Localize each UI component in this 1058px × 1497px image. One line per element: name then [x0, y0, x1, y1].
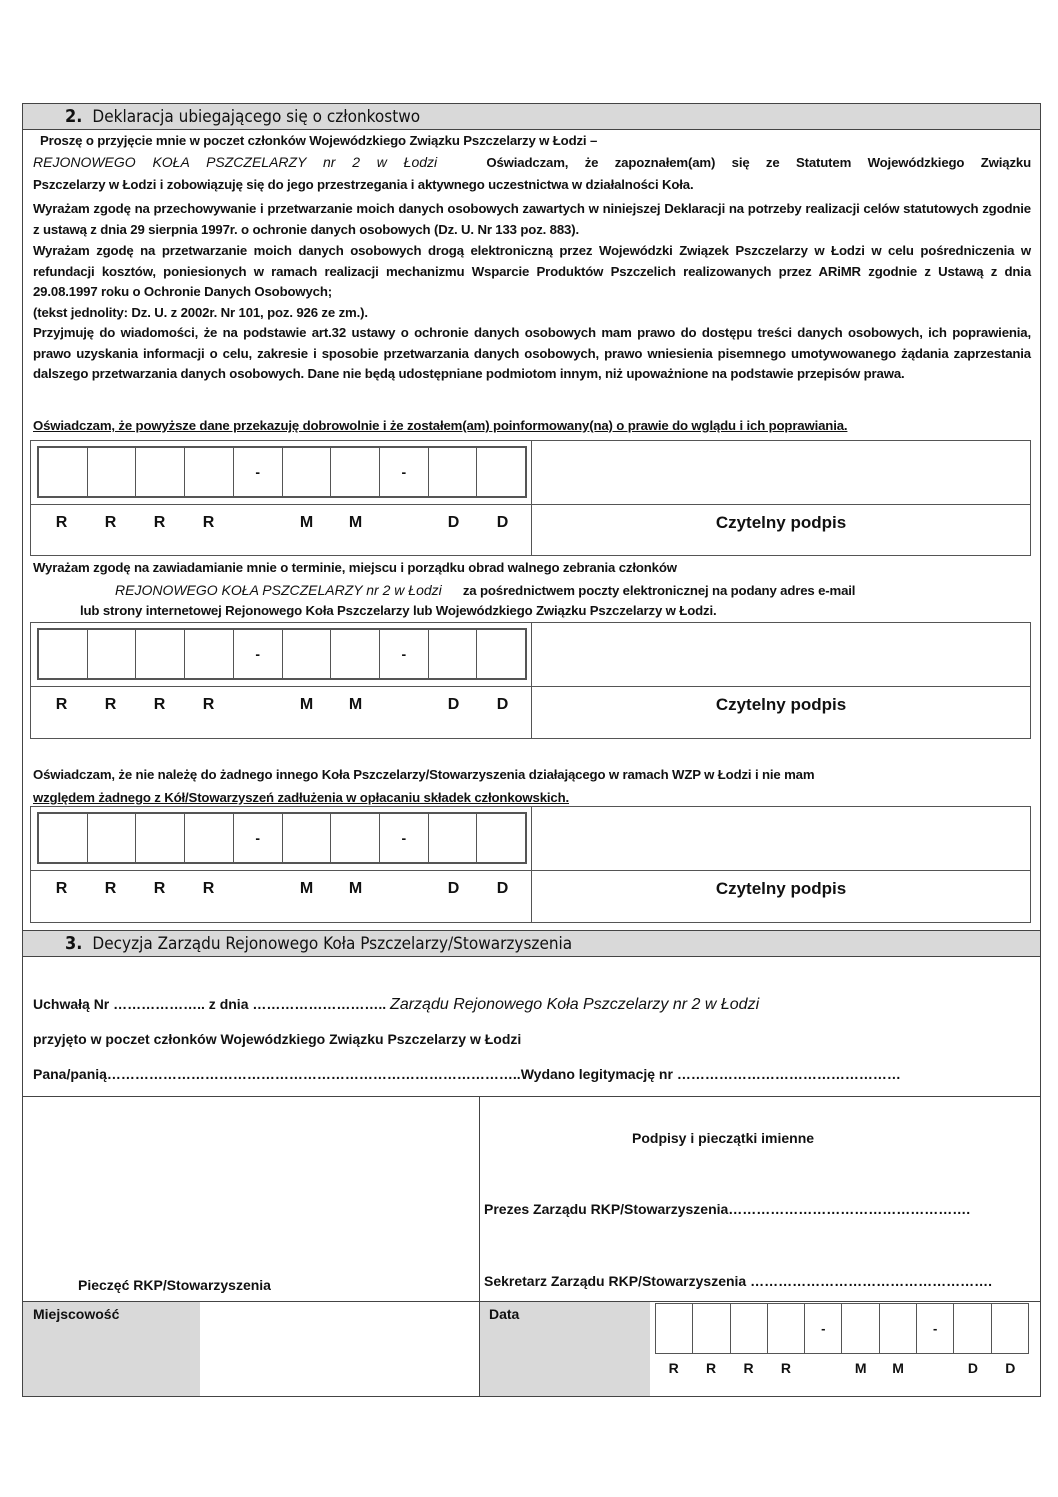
date-letter: R [202, 880, 215, 897]
date-separator: - [917, 1304, 954, 1353]
date-cell[interactable] [185, 448, 234, 496]
date-cell[interactable] [88, 448, 137, 496]
date-letter: D [1005, 1360, 1016, 1376]
intro-text-3: Pszczelarzy w Łodzi i zobowiązuję się do jego przestrzegania i aktywnego uczestnictwa w działalności Koła. [33, 177, 694, 192]
secretary-signature-line[interactable]: Sekretarz Zarządu RKP/Stowarzyszenia ……………………………………………. [484, 1273, 992, 1289]
date-cell[interactable] [693, 1304, 730, 1353]
date-cell[interactable] [283, 814, 332, 862]
intro-line-3 [33, 175, 1031, 196]
signature-block-3 [30, 806, 1031, 923]
voluntary-statement [33, 416, 1031, 437]
date-separator: - [234, 630, 283, 678]
signature-label-2: Czytelny podpis [715, 695, 847, 714]
notify-line-1: Wyrażam zgodę na zawiadamianie mnie o terminie, miejscu i porządku obrad walnego zebrania członków [33, 560, 677, 575]
date-cell[interactable] [880, 1304, 917, 1353]
accepted-line: przyjęto w poczet członków Wojewódzkiego Związku Pszczelarzy w Łodzi [33, 1031, 522, 1047]
date-format-letters-3 [37, 880, 527, 898]
date-letter: M [348, 880, 363, 897]
date-cell[interactable] [136, 630, 185, 678]
date-cell[interactable] [185, 814, 234, 862]
date-letter: D [447, 514, 460, 531]
date-letter [233, 880, 282, 898]
notify-text-2: za pośrednictwem poczty elektronicznej na podany adres e-mail [462, 583, 856, 598]
signature-field-3[interactable] [532, 807, 1030, 870]
date-letter: D [447, 880, 460, 897]
date-letter: R [153, 514, 166, 531]
signature-label-3: Czytelny podpis [715, 879, 847, 898]
notify-line-2 [115, 580, 1015, 602]
date-cell[interactable] [331, 814, 380, 862]
president-signature-line[interactable]: Prezes Zarządu RKP/Stowarzyszenia……………………………………………. [484, 1201, 971, 1217]
date-cell[interactable] [768, 1304, 805, 1353]
date-cell[interactable] [185, 630, 234, 678]
consent-storage: Wyrażam zgodę na przechowywanie i przetwarzanie moich danych osobowych zawartych w niniejszej Deklaracji na potrzeby realizacji celów statutowych zgodnie z ustawą z dnia 29 sierpnia 1997r. o ochronie danych osobowych (Dz. U. Nr 133 poz. 883). [33, 201, 1031, 237]
place-label: Miejscowość [33, 1306, 120, 1322]
date-letter: R [104, 880, 117, 897]
date-cell[interactable] [429, 448, 478, 496]
date-letter: R [104, 514, 117, 531]
date-letter: R [55, 880, 68, 897]
intro-text-2: Oświadczam, że zapoznałem(am) się ze Statutem Wojewódzkiego Związku [486, 155, 1031, 170]
date-separator: - [380, 814, 429, 862]
consent-electronic: Wyrażam zgodę na przetwarzanie moich danych osobowych drogą elektroniczną przez Wojewódzki Związek Pszczelarzy w Łodzi w celu pośredniczenia w refundacji kosztów, poniesionych w ramach realizacji mechanizmu Wsparcie Produktów Pszczelich realizowanych przez ARiMR zgodnie z Ustawą z dnia 29.08.1997 roku o Ochronie Danych Osobowych; [33, 243, 1031, 299]
section-3-title: Decyzja Zarządu Rejonowego Koła Pszczelarzy/Stowarzyszenia [92, 934, 573, 954]
intro-justify-line [33, 152, 1031, 174]
membership-statement-1: Oświadczam, że nie należę do żadnego innego Koła Pszczelarzy/Stowarzyszenia działającego w ramach WZP w Łodzi i nie mam [33, 767, 815, 782]
date-input-1[interactable] [37, 446, 527, 498]
date-letter [233, 514, 282, 532]
date-letter: R [153, 696, 166, 713]
signature-block-2 [30, 622, 1031, 739]
date-letter: M [892, 1360, 904, 1376]
resolution-line [33, 996, 759, 1014]
date-letter: R [706, 1360, 717, 1376]
date-cell[interactable] [656, 1304, 693, 1353]
date-letter [380, 514, 429, 532]
date-cell[interactable] [39, 630, 88, 678]
date-letter: M [299, 514, 314, 531]
date-format-letters-2 [37, 696, 527, 714]
date-letter [380, 880, 429, 898]
date-cell[interactable] [992, 1304, 1028, 1353]
section-2-header [22, 103, 1041, 130]
place-input[interactable] [200, 1302, 479, 1396]
acknowledgement: Przyjmuję do wiadomości, że na podstawie art.32 ustawy o ochronie danych osobowych mam prawo do dostępu treści danych osobowych, ich poprawienia, prawo uzyskania informacji o celu, zakresie i sposobie przetwarzania danych osobowych, prawo wniesienia pisemnego umotywowanego żądania zaprzestania dalszego przetwarzania danych osobowych. Dane nie będą udostępniane podmiotom innym, niż upoważnione na podstawie przepisów prawa. [33, 325, 1031, 381]
date-letter: M [299, 696, 314, 713]
section-2-title: Deklaracja ubiegającego się o członkostwo [92, 107, 421, 127]
date-letter: D [496, 696, 509, 713]
section-3-number: 3. [65, 933, 83, 954]
date-cell[interactable] [39, 448, 88, 496]
date-cell[interactable] [477, 814, 525, 862]
date-letter: R [104, 696, 117, 713]
intro-text-1: Proszę o przyjęcie mnie w poczet członków Wojewódzkiego Związku Pszczelarzy w Łodzi – [40, 133, 598, 148]
date-letter: R [202, 514, 215, 531]
date-cell[interactable] [477, 448, 525, 496]
date-cell[interactable] [429, 630, 478, 678]
date-letter: R [153, 880, 166, 897]
date-label: Data [489, 1306, 520, 1322]
date-input-3[interactable] [37, 812, 527, 864]
stamp-label: Pieczęć RKP/Stowarzyszenia [78, 1277, 271, 1293]
date-input-2[interactable] [37, 628, 527, 680]
membership-statement-2-text: względem żadnego z Kół/Stowarzyszeń zadłużenia w opłacaniu składek członkowskich. [33, 790, 570, 805]
section-3-header [22, 930, 1041, 957]
decision-date-input[interactable] [655, 1303, 1029, 1354]
date-cell[interactable] [88, 630, 137, 678]
date-cell[interactable] [331, 630, 380, 678]
stamp-area[interactable] [23, 1097, 479, 1301]
date-letter: M [348, 514, 363, 531]
date-cell[interactable] [429, 814, 478, 862]
date-cell[interactable] [136, 448, 185, 496]
date-separator: - [234, 448, 283, 496]
date-cell[interactable] [283, 448, 332, 496]
date-letter [805, 1360, 842, 1376]
voluntary-statement-text: Oświadczam, że powyższe dane przekazuję dobrowolnie i że zostałem(am) poinformowany(na) o prawie do wglądu i ich poprawiania. [33, 418, 848, 433]
date-cell[interactable] [331, 448, 380, 496]
date-letter: R [202, 696, 215, 713]
date-cell[interactable] [136, 814, 185, 862]
date-cell[interactable] [88, 814, 137, 862]
date-letter: R [55, 514, 68, 531]
date-letter: R [743, 1360, 754, 1376]
club-name: REJONOWEGO KOŁA PSZCZELARZY nr 2 w Łodzi [33, 154, 438, 170]
date-letter: D [496, 514, 509, 531]
signature-field-2[interactable] [532, 623, 1030, 686]
date-letter: D [447, 696, 460, 713]
decision-date-letters [655, 1360, 1029, 1376]
date-letter: R [55, 696, 68, 713]
date-cell[interactable] [954, 1304, 991, 1353]
intro-line-2 [33, 152, 1031, 174]
date-letter: M [348, 696, 363, 713]
consent-electronic-ref: (tekst jednolity: Dz. U. z 2002r. Nr 101, poz. 926 ze zm.). [33, 305, 368, 320]
signature-label-1: Czytelny podpis [715, 513, 847, 532]
date-cell[interactable] [731, 1304, 768, 1353]
date-letter [380, 696, 429, 714]
date-cell[interactable] [39, 814, 88, 862]
person-line[interactable]: Pana/panią……………………………………………………………………………..Wydano legitymację nr ………………………………………… [33, 1066, 901, 1082]
date-format-letters-1 [37, 514, 527, 532]
date-letter: R [780, 1360, 791, 1376]
date-separator: - [380, 630, 429, 678]
resolution-board: Zarządu Rejonowego Koła Pszczelarzy nr 2 w Łodzi [390, 996, 760, 1013]
intro-line-1 [40, 131, 1030, 152]
section-2-number: 2. [65, 106, 83, 127]
date-letter: M [854, 1360, 867, 1376]
date-cell[interactable] [842, 1304, 879, 1353]
date-cell[interactable] [283, 630, 332, 678]
notify-line-3: lub strony internetowej Rejonowego Koła Pszczelarzy lub Wojewódzkiego Związku Pszczelarzy w Łodzi. [80, 603, 717, 618]
date-letter: M [299, 880, 314, 897]
signature-field-1[interactable] [532, 441, 1030, 504]
date-letter: D [967, 1360, 979, 1376]
date-cell[interactable] [477, 630, 525, 678]
stamps-heading: Podpisy i pieczątki imienne [632, 1130, 815, 1146]
date-separator: - [805, 1304, 842, 1353]
notify-club-name: REJONOWEGO KOŁA PSZCZELARZY nr 2 w Łodzi [115, 582, 442, 598]
date-letter: D [496, 880, 509, 897]
date-letter: R [668, 1360, 679, 1376]
date-separator: - [380, 448, 429, 496]
date-letter [917, 1360, 954, 1376]
resolution-prefix[interactable]: Uchwałą Nr ……………….. z dnia ……………………….. [33, 996, 387, 1012]
signature-block-1 [30, 440, 1031, 556]
date-separator: - [234, 814, 283, 862]
date-letter [233, 696, 282, 714]
